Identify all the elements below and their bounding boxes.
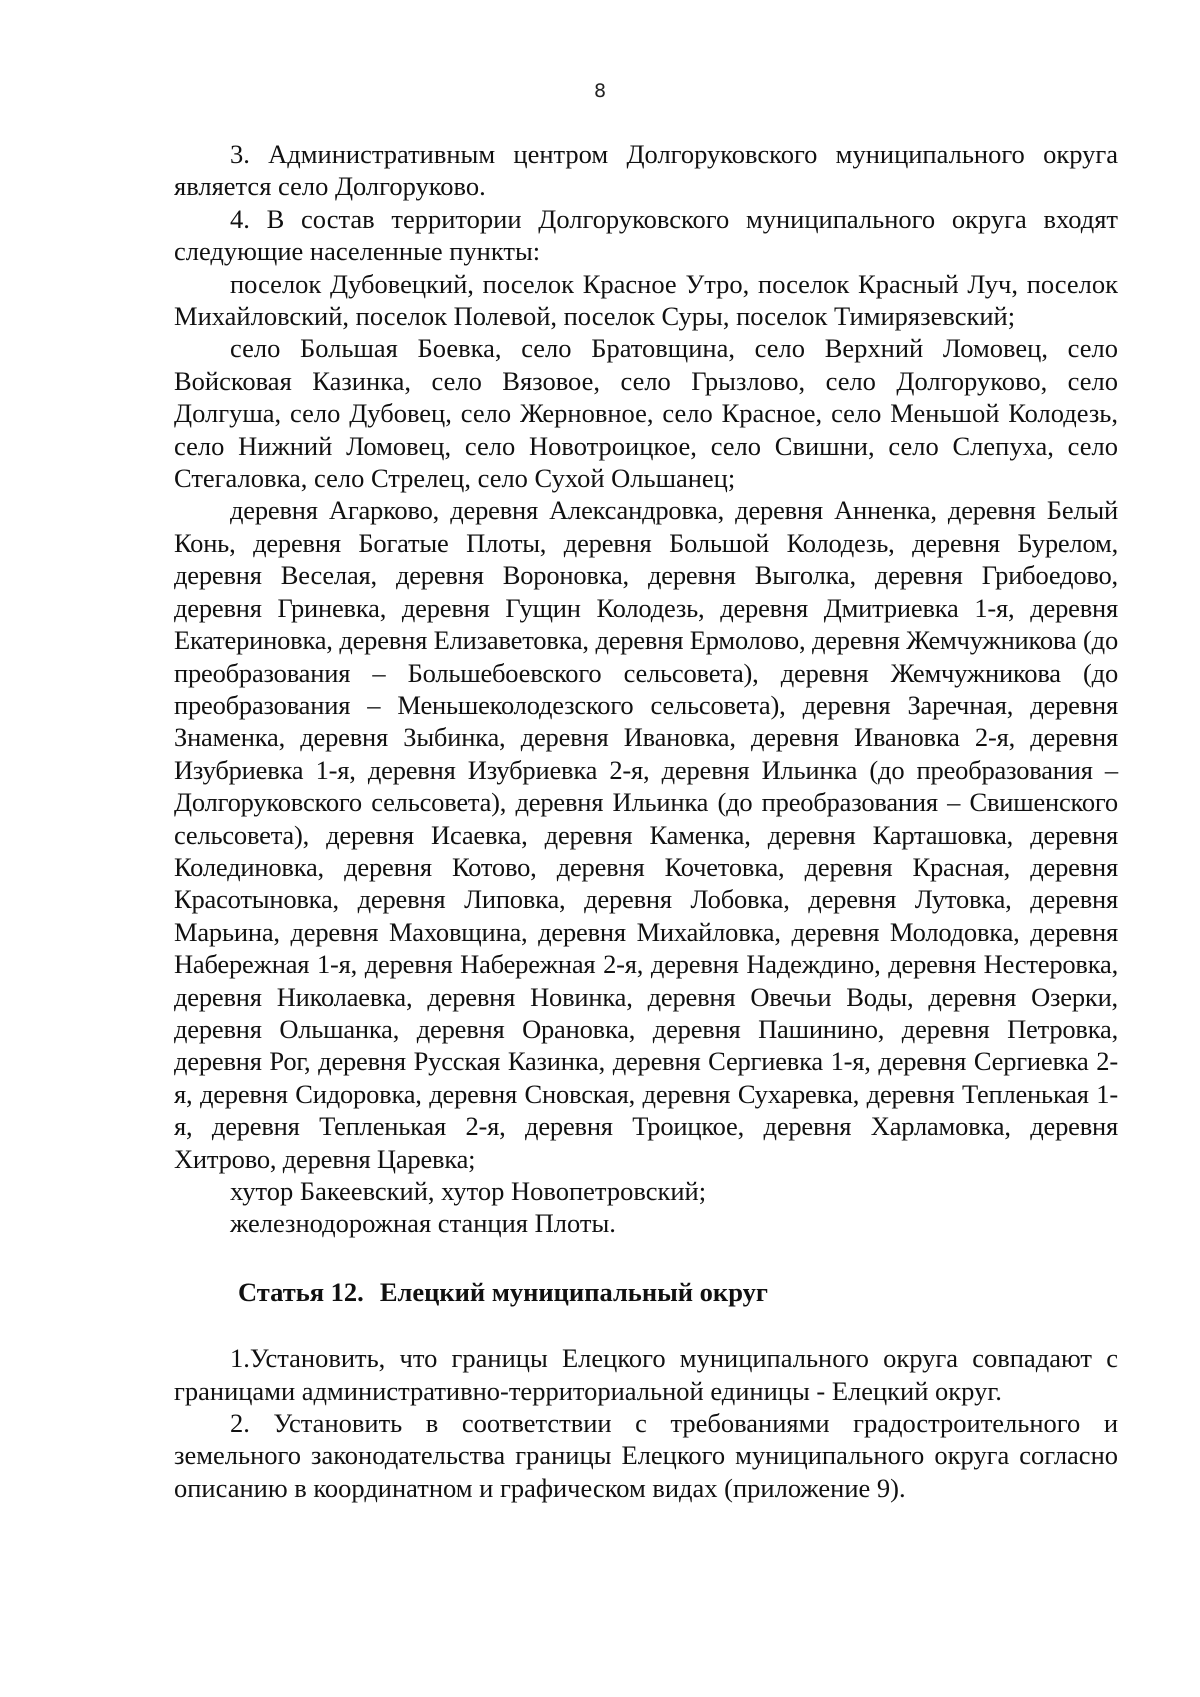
paragraph-settlements-poselok: поселок Дубовецкий, поселок Красное Утро, поселок Красный Луч, поселок Михайловский, поселок Полевой, поселок Суры, поселок Тимирязевский; bbox=[174, 268, 1118, 332]
paragraph-boundaries: 1.Установить, что границы Елецкого муниципального округа совпадают с границами административно-территориальной единицы - Елецкий округ. bbox=[174, 1343, 1118, 1406]
paragraph-settlements-derevnya: деревня Агарково, деревня Александровка, деревня Анненка, деревня Белый Конь, деревня Богатые Плоты, деревня Большой Колодезь, деревня Бурелом, деревня Веселая, деревня Вороновка, деревня Выголка, деревня Грибоедово, деревня Гриневка, деревня Гущин Колодезь, деревня Дмитриевка 1-я, деревня Екатериновка, деревня Елизаветовка, деревня Ермолово, деревня Жемчужникова (до преобразования – Большебоевского сельсовета), деревня Жемчужникова (до преобразования – Меньшеколодезского сельсовета), деревня Заречная, деревня Знаменка, деревня Зыбинка, деревня Ивановка, деревня Ивановка 2-я, деревня Изубриевка 1-я, деревня Изубриевка 2-я, деревня Ильинка (до преобразования – Долгоруковского сельсовета), деревня Ильинка (до преобразования – Свишенского сельсовета), деревня Исаевка, деревня Каменка, деревня Карташовка, деревня Колединовка, деревня Котово, деревня Кочетовка, деревня Красная, деревня Красотыновка, деревня Липовка, деревня Лобовка, деревня Лутовка, деревня Марьина, деревня Маховщина, деревня Михайловка, деревня Молодовка, деревня Набережная 1-я, деревня Набережная 2-я, деревня Надеждино, деревня Нестеровка, деревня Николаевка, деревня Новинка, деревня Овечьи Воды, деревня Озерки, деревня Ольшанка, деревня Орановка, деревня Пашинино, деревня Петровка, деревня Рог, деревня Русская Казинка, деревня Сергиевка 1-я, деревня Сергиевка 2-я, деревня Сидоровка, деревня Сновская, деревня Сухаревка, деревня Тепленькая 1-я, деревня Тепленькая 2-я, деревня Троицкое, деревня Харламовка, деревня Хитрово, деревня Царевка; bbox=[174, 495, 1118, 1174]
article-title: Елецкий муниципальный округ bbox=[379, 1276, 768, 1307]
document-body bbox=[174, 138, 1118, 1504]
paragraph-settlements-khutor: хутор Бакеевский, хутор Новопетровский; bbox=[230, 1176, 707, 1206]
paragraph-boundaries-description: 2. Установить в соответствии с требованиями градостроительного и земельного законодательства границы Елецкого муниципального округа согласно описанию в координатном и графическом видах (приложение 9). bbox=[174, 1408, 1118, 1503]
paragraph-settlements-selo: село Большая Боевка, село Братовщина, село Верхний Ломовец, село Войсковая Казинка, село Вязовое, село Грызлово, село Долгоруково, село Долгуша, село Дубовец, село Жерновное, село Красное, село Меньшой Колодезь, село Нижний Ломовец, село Новотроицкое, село Свишни, село Слепуха, село Стегаловка, село Стрелец, село Сухой Ольшанец; bbox=[174, 333, 1118, 494]
paragraph-settlements-station: железнодорожная станция Плоты. bbox=[230, 1208, 616, 1239]
article-label: Статья 12. bbox=[238, 1276, 364, 1307]
paragraph-territory-intro: 4. В состав территории Долгоруковского муниципального округа входят следующие населенные пункты: bbox=[174, 203, 1118, 267]
paragraph-admin-center: 3. Административным центром Долгоруковского муниципального округа является село Долгоруково. bbox=[174, 139, 1118, 202]
page-number: 8 bbox=[593, 80, 607, 102]
article-heading bbox=[174, 1276, 1118, 1308]
